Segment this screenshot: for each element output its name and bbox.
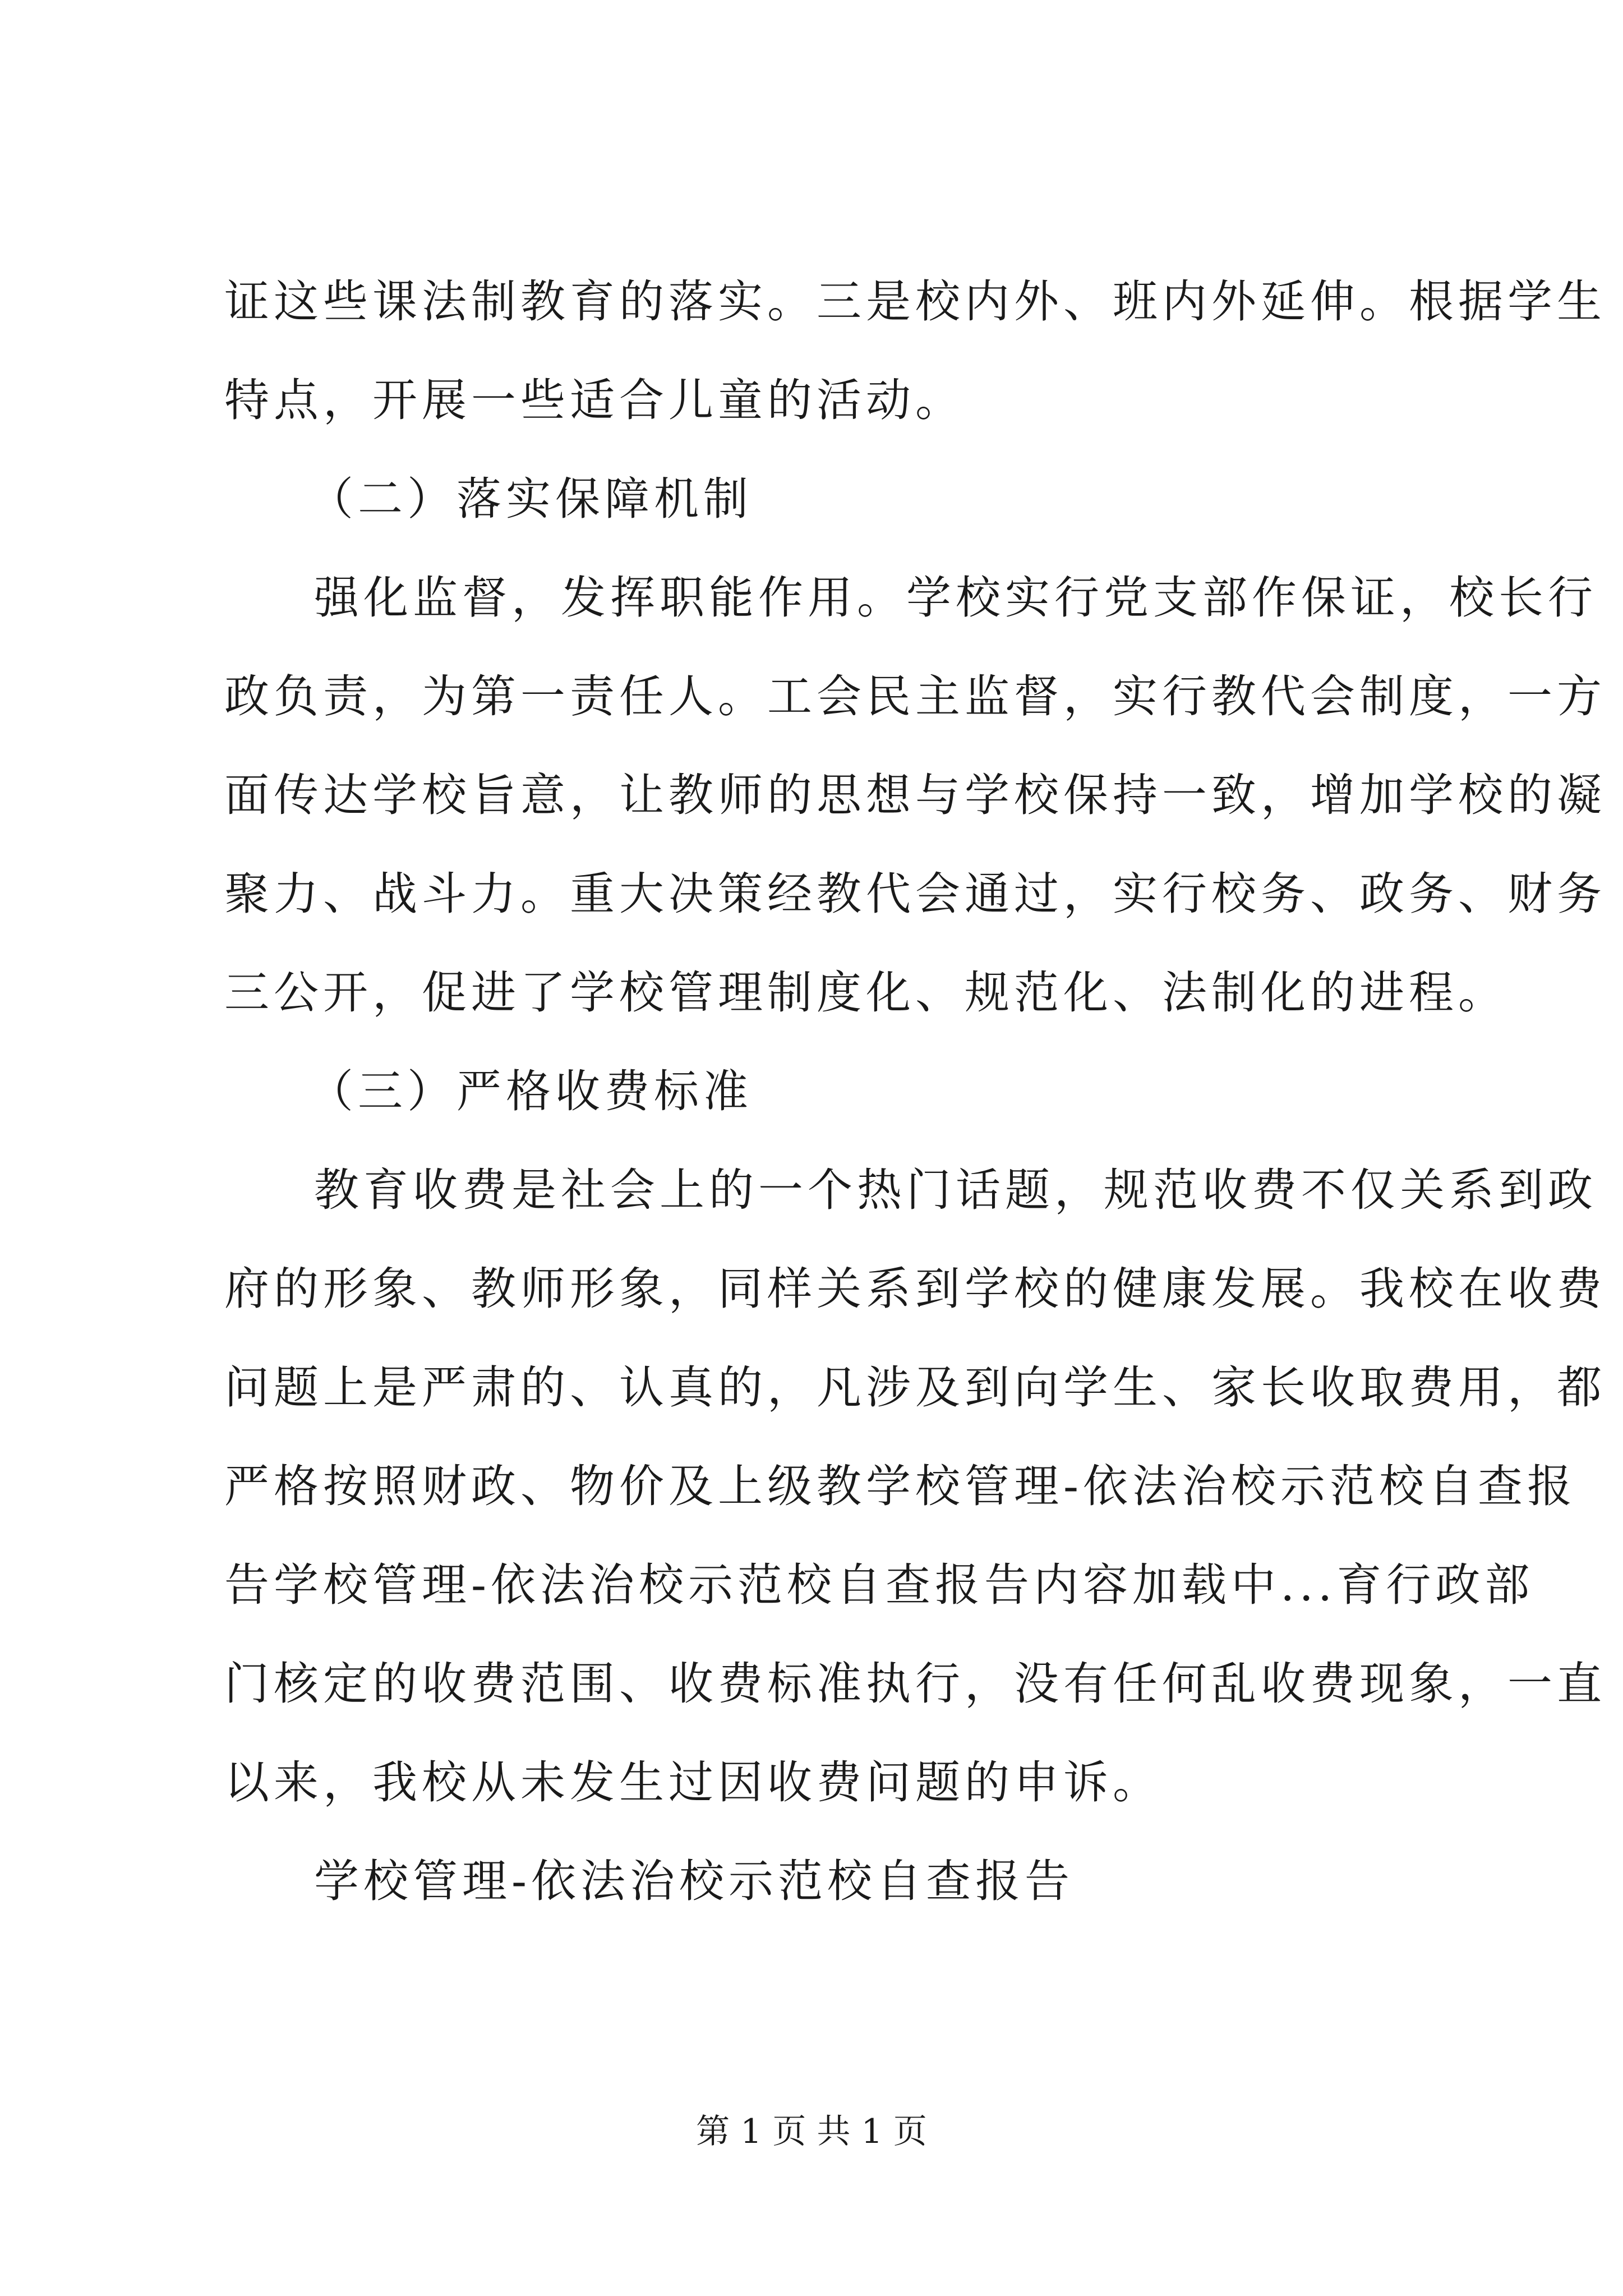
paragraph-line: 三公开，促进了学校管理制度化、规范化、法制化的进程。 bbox=[224, 967, 1507, 1019]
paragraph-line: 强化监督，发挥职能作用。学校实行党支部作保证，校长行 bbox=[314, 572, 1597, 624]
section-heading: （三）严格收费标准 bbox=[308, 1065, 753, 1117]
paragraph-line: 政负责，为第一责任人。工会民主监督，实行教代会制度，一方 bbox=[224, 670, 1606, 723]
paragraph-line: 教育收费是社会上的一个热门话题，规范收费不仅关系到政 bbox=[314, 1164, 1597, 1216]
paragraph-line: 面传达学校旨意，让教师的思想与学校保持一致，增加学校的凝 bbox=[224, 769, 1606, 821]
paragraph-line: 以来，我校从未发生过因收费问题的申诉。 bbox=[224, 1756, 1162, 1809]
paragraph-line: 严格按照财政、物价及上级教学校管理-依法治校示范校自查报 bbox=[224, 1460, 1577, 1512]
paragraph-line: 门核定的收费范围、收费标准执行，没有任何乱收费现象，一直 bbox=[224, 1658, 1606, 1710]
paragraph-line: 特点，开展一些适合儿童的活动。 bbox=[224, 374, 965, 426]
paragraph-line: 告学校管理-依法治校示范校自查报告内容加载中...育行政部 bbox=[224, 1559, 1534, 1611]
page-footer: 第 1 页 共 1 页 bbox=[696, 2112, 927, 2151]
section-heading: （二）落实保障机制 bbox=[308, 473, 753, 525]
closing-line: 学校管理-依法治校示范校自查报告 bbox=[314, 1855, 1075, 1907]
paragraph-line: 府的形象、教师形象，同样关系到学校的健康发展。我校在收费 bbox=[224, 1263, 1606, 1315]
paragraph-line: 证这些课法制教育的落实。三是校内外、班内外延伸。根据学生 bbox=[224, 275, 1606, 328]
body-text bbox=[224, 252, 1606, 1931]
paragraph-line: 问题上是严肃的、认真的，凡涉及到向学生、家长收取费用，都 bbox=[224, 1361, 1606, 1414]
paragraph-line: 聚力、战斗力。重大决策经教代会通过，实行校务、政务、财务 bbox=[224, 868, 1606, 920]
